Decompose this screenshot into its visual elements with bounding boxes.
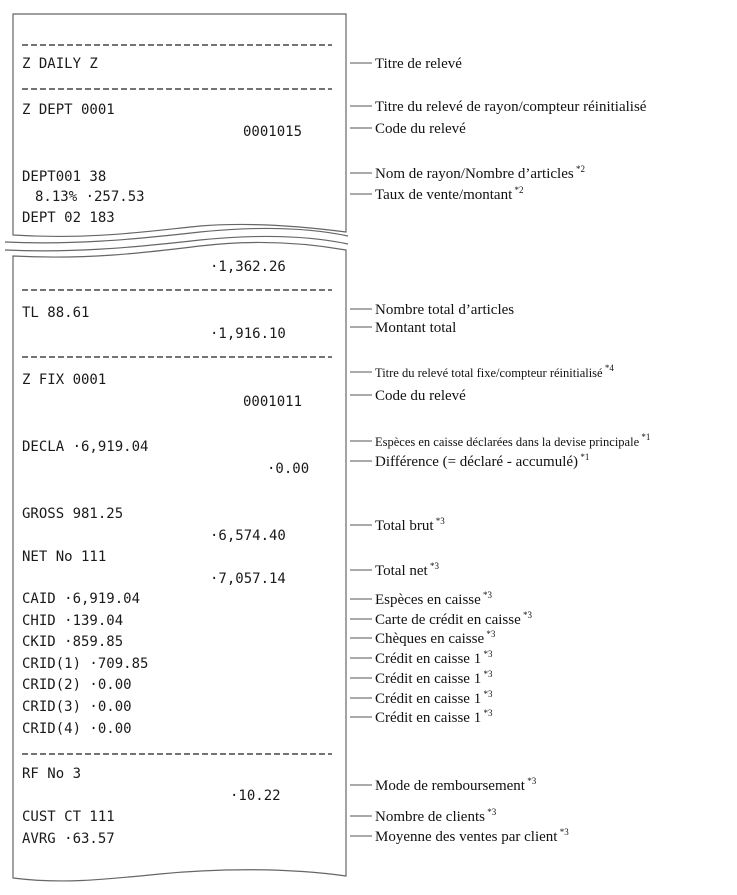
receipt-line: CKID ·859.85 (22, 634, 124, 650)
receipt-line: AVRG ·63.57 (22, 831, 115, 847)
annotation-label: Titre de relevé (375, 56, 462, 72)
receipt-line: CHID ·139.04 (22, 613, 124, 629)
footnote-marker: *4 (602, 363, 614, 373)
annotation-label: Code du relevé (375, 388, 466, 404)
receipt-line: ·7,057.14 (210, 571, 286, 587)
annotation-label: Carte de crédit en caisse $^{*3}$ (375, 610, 533, 628)
annotation-label: Crédit en caisse 1 $^{*3}$ (375, 669, 493, 687)
annotation-label: Crédit en caisse 1 $^{*3}$ (375, 708, 493, 726)
annotation-label: Titre du relevé de rayon/compteur réinitialisé (375, 99, 647, 115)
footnote-marker: *3 (480, 590, 493, 600)
receipt-line: 0001011 (243, 394, 303, 410)
annotation-label: Chèques en caisse $^{*3}$ (375, 629, 496, 647)
receipt-line: ·0.00 (267, 461, 310, 477)
receipt-line: CUST CT 111 (22, 809, 115, 825)
footnote-marker: *3 (433, 516, 445, 526)
receipt-line: DEPT 02 183 (22, 210, 115, 226)
footnote-marker: *2 (512, 185, 524, 195)
annotation-label: Mode de remboursement $^{*3}$ (375, 776, 537, 794)
receipt-line: CRID(2) ·0.00 (22, 677, 132, 693)
footnote-marker: *3 (481, 689, 493, 699)
receipt-line: Z DEPT 0001 (22, 102, 115, 118)
annotation-label: Taux de vente/montant $^{*2}$ (375, 185, 524, 203)
annotation-label: Moyenne des ventes par client $^{*3}$ (375, 827, 569, 845)
footnote-marker: *3 (481, 708, 493, 718)
receipt-line: Z DAILY Z (22, 56, 98, 72)
receipt-line: CAID ·6,919.04 (22, 591, 141, 607)
footnote-marker: *3 (481, 669, 493, 679)
receipt-line: 0001015 (243, 124, 303, 140)
annotation-label: Total net $^{*3}$ (375, 561, 439, 579)
receipt-top-text (22, 56, 302, 226)
annotation-label: Code du relevé (375, 121, 466, 137)
receipt-line: CRID(1) ·709.85 (22, 656, 149, 672)
annotation-label: Total brut $^{*3}$ (375, 516, 445, 534)
annotation-label: Nombre de clients $^{*3}$ (375, 807, 497, 825)
annotation-label: Nom de rayon/Nombre d’articles $^{*2}$ (375, 164, 585, 182)
annotation-label: Différence (= déclaré - accumulé) $^{*1}$ (375, 452, 590, 470)
annotation-label: Montant total (375, 320, 457, 336)
footnote-marker: *3 (481, 649, 493, 659)
receipt-line: ·1,916.10 (210, 326, 286, 342)
annotation-label: Nombre total d’articles (375, 302, 515, 318)
receipt-bottom-text (22, 259, 309, 847)
receipt-line: CRID(4) ·0.00 (22, 721, 132, 737)
footnote-marker: *1 (639, 432, 651, 442)
receipt-line: ·1,362.26 (210, 259, 286, 275)
annotation-callouts (350, 56, 650, 845)
receipt-line: DECLA ·6,919.04 (22, 439, 149, 455)
receipt-line: GROSS 981.25 (22, 506, 124, 522)
footnote-marker: *3 (427, 561, 439, 571)
footnote-marker: *3 (484, 629, 496, 639)
footnote-marker: *3 (557, 827, 569, 837)
annotation-label: Espèces en caisse $^{*3}$ (375, 590, 493, 608)
receipt-line: ·10.22 (230, 788, 281, 804)
footnote-marker: *2 (573, 164, 585, 174)
receipt-line: TL 88.61 (22, 305, 90, 321)
receipt-line: DEPT001 38 (22, 169, 107, 185)
receipt-line: Z FIX 0001 (22, 372, 107, 388)
receipt-line: RF No 3 (22, 766, 82, 782)
receipt-line: 8.13% ·257.53 (35, 189, 145, 205)
annotation-label: Crédit en caisse 1 $^{*3}$ (375, 649, 493, 667)
receipt-line: NET No 111 (22, 549, 107, 565)
footnote-marker: *3 (520, 610, 533, 620)
footnote-marker: *3 (524, 776, 537, 786)
annotation-label: Titre du relevé total fixe/compteur réinitialisé $^{*4}$ (375, 363, 614, 380)
footnote-marker: *3 (484, 807, 497, 817)
receipt-line: ·6,574.40 (210, 528, 286, 544)
footnote-marker: *1 (578, 452, 590, 462)
tear-edge-upper (5, 229, 348, 243)
receipt-line: CRID(3) ·0.00 (22, 699, 132, 715)
annotation-label: Espèces en caisse déclarées dans la devise principale $^{*1}$ (375, 432, 651, 449)
annotation-label: Crédit en caisse 1 $^{*3}$ (375, 689, 493, 707)
